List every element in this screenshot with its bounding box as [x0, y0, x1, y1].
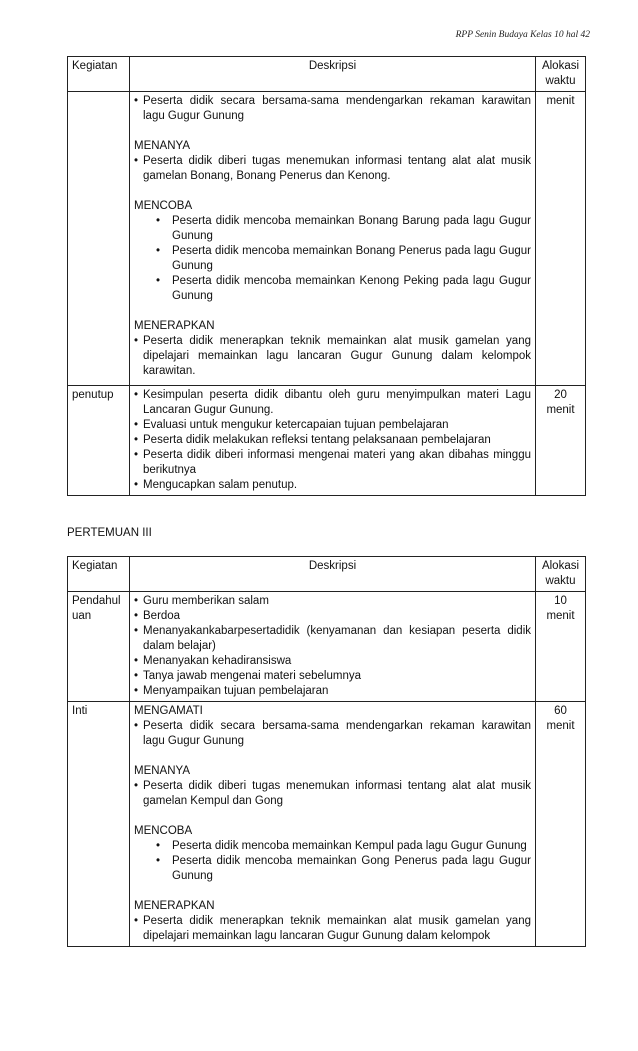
list-item: • Peserta didik mencoba memainkan Bonang Penerus pada lagu Gugur Gunung	[134, 244, 531, 274]
deskripsi-cell	[130, 702, 536, 947]
list-item: • Tanya jawab mengenai materi sebelumnya	[134, 669, 531, 684]
table-row	[68, 702, 586, 947]
list-item: • Evaluasi untuk mengukur ketercapaian tujuan pembelajaran	[134, 418, 531, 433]
list-item: • Peserta didik menerapkan teknik memainkan alat musik gamelan yang dipelajari memainkan lagu lancaran Gugur Gunung dalam kelompok karawitan.	[134, 334, 531, 379]
lesson-table-pertemuan-3	[67, 556, 586, 947]
kegiatan-cell: penutup	[68, 386, 130, 496]
list-item: • Peserta didik diberi tugas menemukan informasi tentang alat alat musik gamelan Bonang, Bonang Penerus dan Kenong.	[134, 154, 531, 184]
step-heading: MENERAPKAN	[134, 320, 215, 332]
alokasi-cell: 10 menit	[536, 592, 586, 702]
list-item: • Peserta didik diberi tugas menemukan informasi tentang alat alat musik gamelan Kempul dan Gong	[134, 779, 531, 809]
alokasi-cell: menit	[536, 92, 586, 386]
list-item: • Peserta didik mencoba memainkan Kenong Peking pada lagu Gugur Gunung	[134, 274, 531, 304]
col-alokasi-header: Alokasi waktu	[536, 557, 586, 592]
deskripsi-cell	[130, 386, 536, 496]
list-item: • Peserta didik mencoba memainkan Kempul pada lagu Gugur Gunung	[134, 839, 531, 854]
step-heading: MENERAPKAN	[134, 900, 215, 912]
list-item: • Peserta didik menerapkan teknik memainkan alat musik gamelan yang dipelajari memainkan lagu lancaran Gugur Gunung dalam kelompok	[134, 914, 531, 944]
col-deskripsi-header: Deskripsi	[130, 557, 536, 592]
table-header-row	[68, 557, 586, 592]
kegiatan-cell	[68, 92, 130, 386]
list-item: • Mengucapkan salam penutup.	[134, 478, 531, 493]
list-item: • Peserta didik diberi informasi mengenai materi yang akan dibahas minggu berikutnya	[134, 448, 531, 478]
alokasi-cell: 20 menit	[536, 386, 586, 496]
list-item: • Menyampaikan tujuan pembelajaran	[134, 684, 531, 699]
list-item: • Menanyakankabarpesertadidik (kenyamanan dan kesiapan peserta didik dalam belajar)	[134, 624, 531, 654]
kegiatan-cell: Inti	[68, 702, 130, 947]
section-title: PERTEMUAN III	[67, 527, 152, 539]
deskripsi-cell	[130, 592, 536, 702]
alokasi-cell: 60 menit	[536, 702, 586, 947]
step-heading: MENANYA	[134, 765, 191, 777]
list-item: • Menanyakan kehadiransiswa	[134, 654, 531, 669]
col-alokasi-header: Alokasi waktu	[536, 57, 586, 92]
table-header-row	[68, 57, 586, 92]
table-row	[68, 386, 586, 496]
list-item: • Guru memberikan salam	[134, 594, 531, 609]
col-deskripsi-header: Deskripsi	[130, 57, 536, 92]
step-heading: MENGAMATI	[134, 705, 203, 717]
col-kegiatan-header: Kegiatan	[68, 557, 130, 592]
table-row	[68, 92, 586, 386]
kegiatan-cell: Pendahul uan	[68, 592, 130, 702]
list-item: • Berdoa	[134, 609, 531, 624]
running-header: RPP Senin Budaya Kelas 10 hal 42	[455, 30, 590, 40]
list-item: • Peserta didik melakukan refleksi tentang pelaksanaan pembelajaran	[134, 433, 531, 448]
list-item: • Peserta didik secara bersama-sama mendengarkan rekaman karawitan lagu Gugur Gunung	[134, 94, 531, 124]
table-row	[68, 592, 586, 702]
deskripsi-cell	[130, 92, 536, 386]
step-heading: MENCOBA	[134, 825, 193, 837]
list-item: • Peserta didik secara bersama-sama mendengarkan rekaman karawitan lagu Gugur Gunung	[134, 719, 531, 749]
lesson-table-continued	[67, 56, 586, 496]
list-item: • Kesimpulan peserta didik dibantu oleh guru menyimpulkan materi Lagu Lancaran Gugur Gunung.	[134, 388, 531, 418]
step-heading: MENCOBA	[134, 200, 193, 212]
list-item: • Peserta didik mencoba memainkan Gong Penerus pada lagu Gugur Gunung	[134, 854, 531, 884]
step-heading: MENANYA	[134, 140, 191, 152]
col-kegiatan-header: Kegiatan	[68, 57, 130, 92]
list-item: • Peserta didik mencoba memainkan Bonang Barung pada lagu Gugur Gunung	[134, 214, 531, 244]
